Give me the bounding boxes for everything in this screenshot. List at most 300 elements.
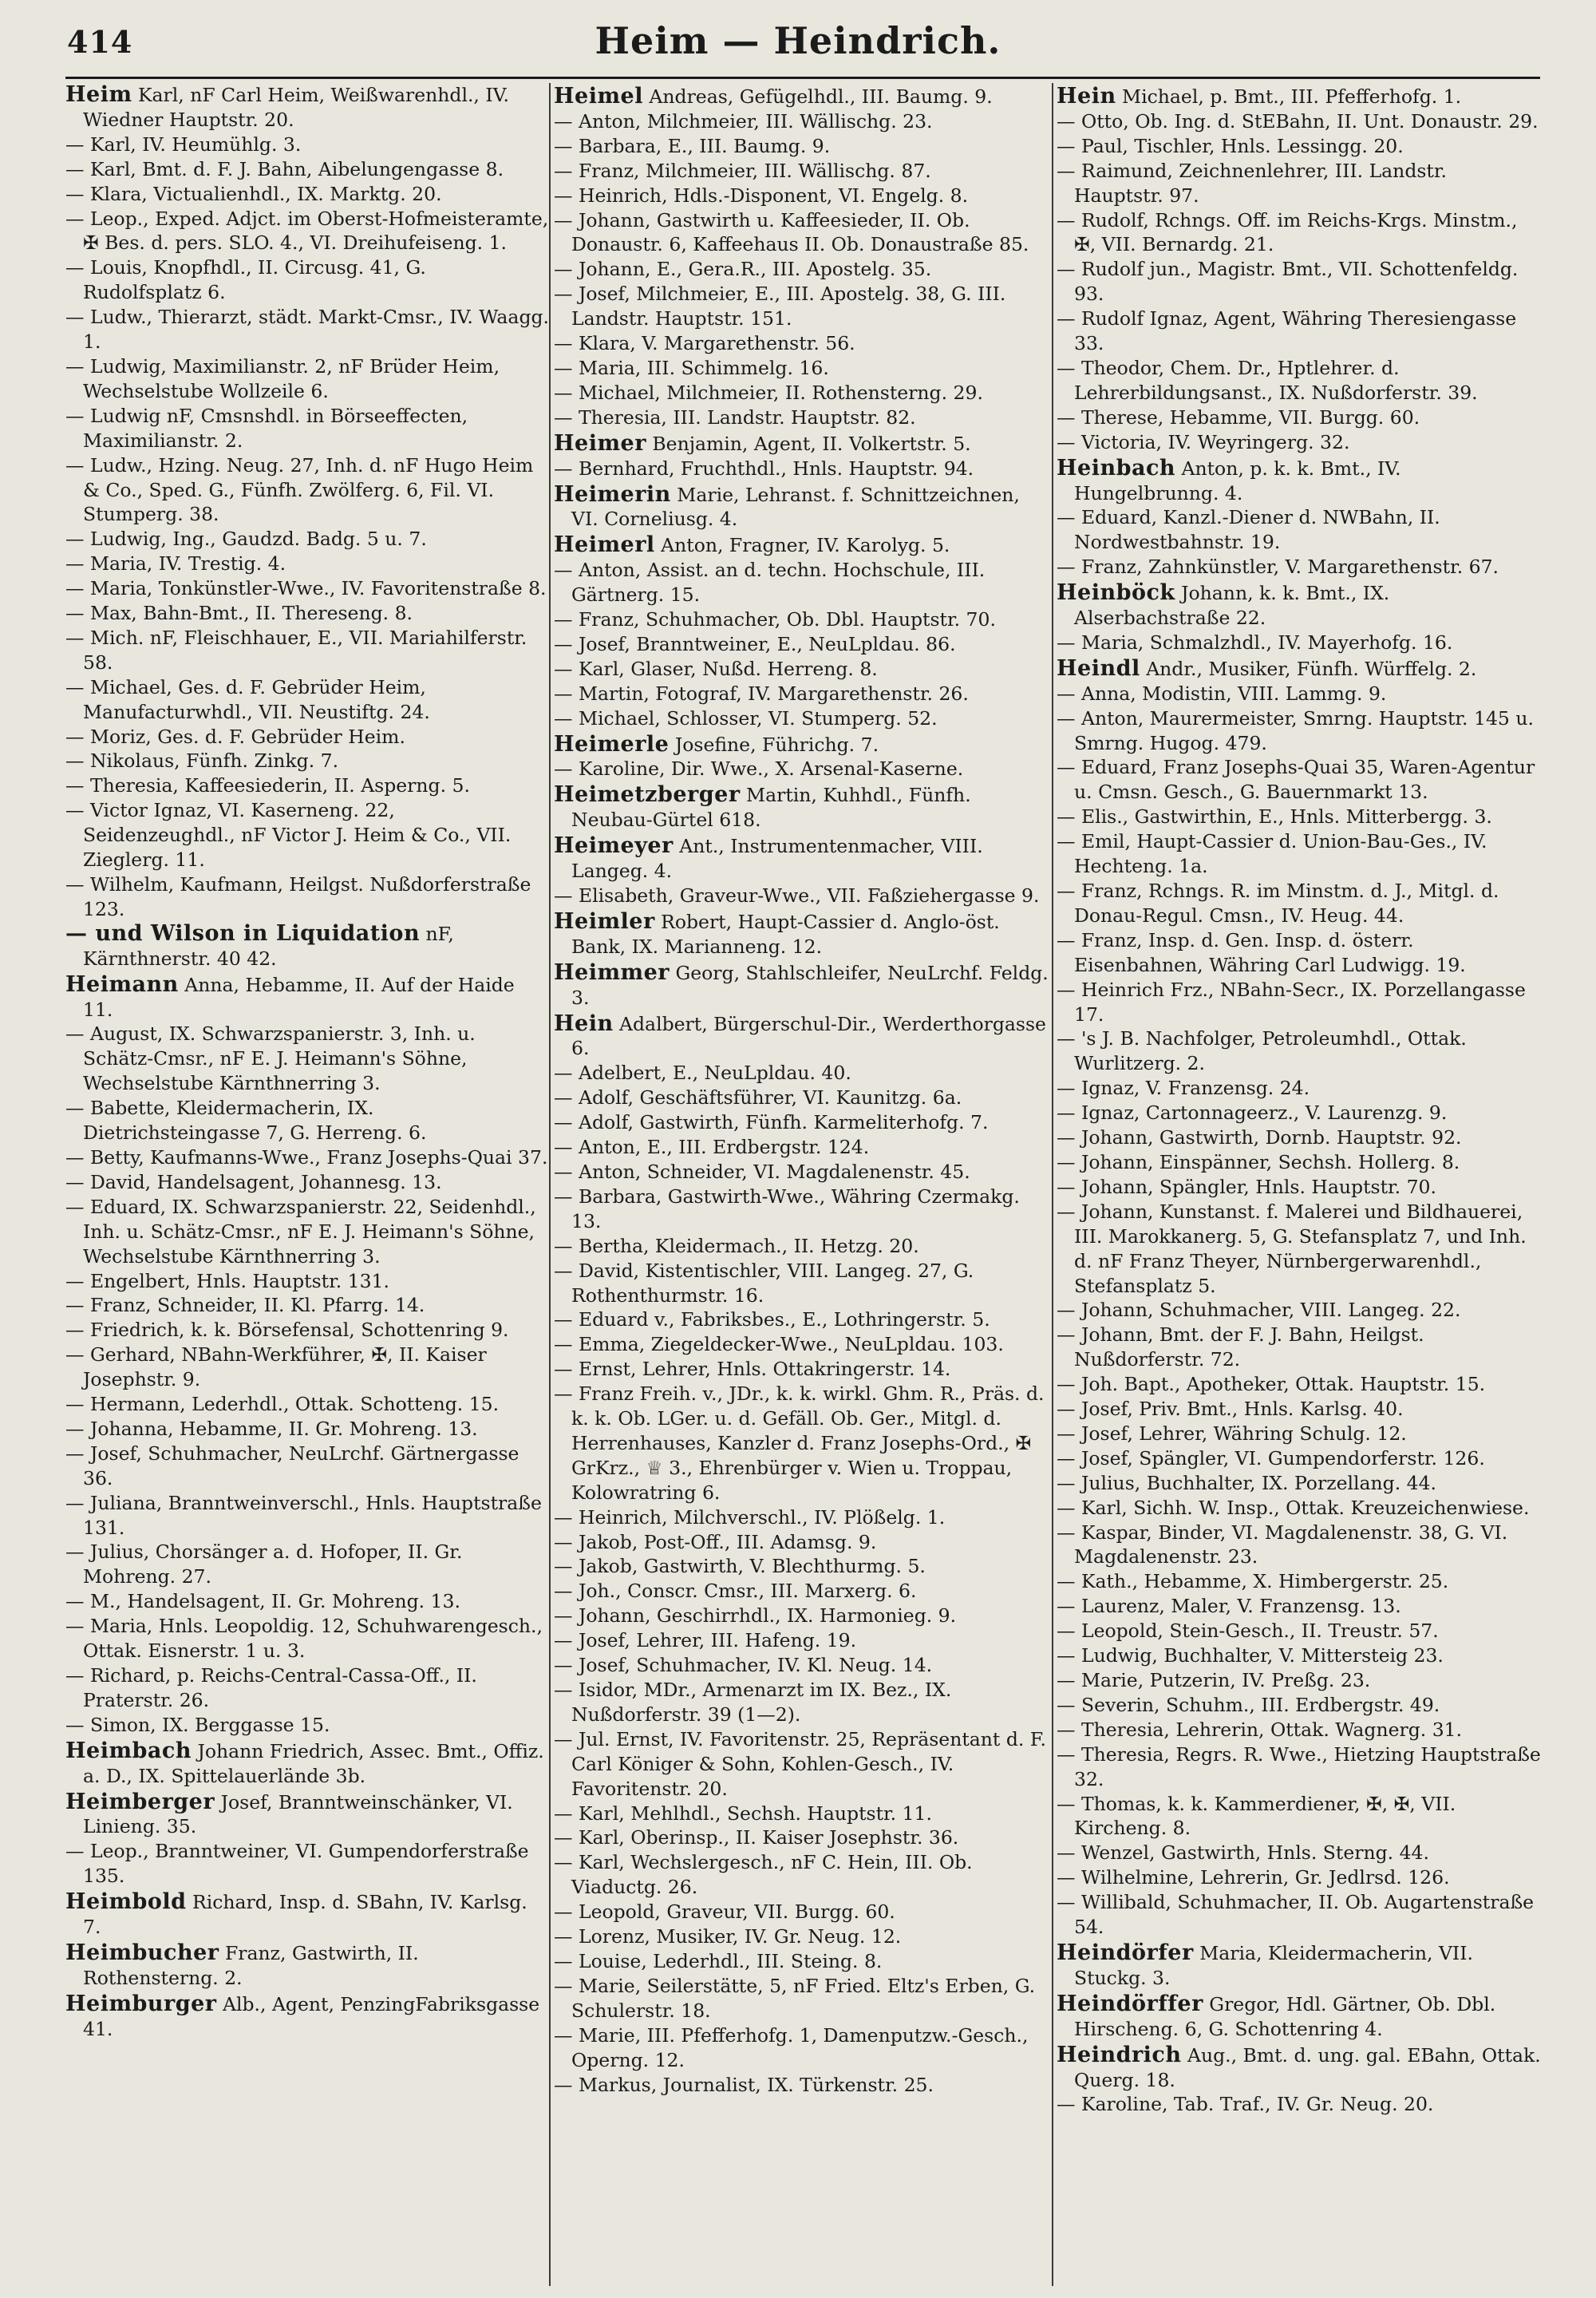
directory-entry [1057, 682, 1542, 706]
directory-entry [65, 1713, 549, 1738]
entry-text: — Michael, Milchmeier, II. Rothensterng. 29. [554, 381, 983, 404]
surname-heading: Heimmer [554, 959, 670, 985]
entry-text: — Johann, Bmt. der F. J. Bahn, Heilgst. Nußdorferstr. 72. [1057, 1323, 1424, 1371]
directory-entry [1057, 1397, 1542, 1422]
entry-text: — Klara, Victualienhdl., IX. Marktg. 20. [65, 182, 442, 205]
directory-entry [1057, 257, 1542, 307]
directory-entry [554, 706, 1052, 731]
entry-text: — Elisabeth, Graveur-Wwe., VII. Faßziehergasse 9. [554, 884, 1040, 907]
directory-entry [1057, 1521, 1542, 1570]
entry-text: — Anton, Maurermeister, Smrng. Hauptstr. 145 u. Smrng. Hugog. 479. [1057, 706, 1534, 754]
surname-heading: Heimerl [554, 532, 655, 558]
entry-text: — Marie, III. Pfefferhofg. 1, Damenputzw.-Gesch., Operng. 12. [554, 2023, 1029, 2071]
entry-text: — Elis., Gastwirthin, E., Hnls. Mitterbergg. 3. [1057, 805, 1492, 829]
directory-entry [65, 255, 549, 305]
directory-entry [65, 1614, 549, 1663]
entry-text: — Theresia, Regrs. R. Wwe., Hietzing Hauptstraße 32. [1057, 1742, 1541, 1790]
entry-text: — Betty, Kaufmanns-Wwe., Franz Josephs-Quai 37. [65, 1145, 548, 1169]
entry-text: — Lorenz, Musiker, IV. Gr. Neug. 12. [554, 1925, 902, 1948]
directory-entry [554, 1332, 1052, 1357]
entry-text: Michael, p. Bmt., III. Pfefferhofg. 1. [1116, 85, 1462, 108]
entry-text: — Jakob, Post-Off., III. Adamsg. 9. [554, 1530, 877, 1553]
entry-text: — Josef, Lehrer, III. Hafeng. 19. [554, 1629, 857, 1652]
entry-text: — Babette, Kleidermacherin, IX. Dietrichsteingasse 7, G. Herreng. 6. [65, 1097, 427, 1145]
directory-entry [554, 632, 1052, 657]
entry-text: — Leop., Exped. Adjct. im Oberst-Hofmeisteramte, ✠ Bes. d. pers. SLO. 4., VI. Dreihufeiseng. 1. [65, 207, 549, 255]
directory-entry [554, 1604, 1052, 1628]
entry-text: — Engelbert, Hnls. Hauptstr. 131. [65, 1269, 389, 1292]
directory-entry [65, 749, 549, 773]
directory-entry [65, 576, 549, 601]
directory-entry [554, 1974, 1052, 2023]
directory-entry [554, 331, 1052, 356]
directory-entry [1057, 1792, 1542, 1841]
entry-text: — Josef, Lehrer, Währing Schulg. 12. [1057, 1422, 1407, 1445]
entry-text: — Heinrich, Milchverschl., IV. Plößelg. 1. [554, 1505, 946, 1529]
surname-heading: Heimel [554, 84, 643, 109]
directory-entry [554, 1949, 1052, 1974]
directory-entry [65, 1096, 549, 1145]
directory-entry [1057, 405, 1542, 430]
entry-text: Johann Friedrich, Assec. Bmt., Offiz. a. D., IX. Spittelauerlände 3b. [83, 1739, 544, 1787]
entry-text: — Theresia, III. Landstr. Hauptstr. 82. [554, 405, 916, 429]
entry-text: — Willibald, Schuhmacher, II. Ob. Augartenstraße 54. [1057, 1891, 1535, 1939]
entry-text: — Leopold, Stein-Gesch., II. Treustr. 57. [1057, 1620, 1439, 1643]
surname-heading: Heinböck [1057, 580, 1175, 606]
entry-text: — Richard, p. Reichs-Central-Cassa-Off., II. Praterstr. 26. [65, 1664, 477, 1711]
surname-heading: Heimbold [65, 1889, 187, 1915]
entry-text: — Johann, Gastwirth u. Kaffeesieder, II. Ob. Donaustr. 6, Kaffeehaus II. Ob. Donaustraße 85. [554, 208, 1029, 256]
directory-entry [65, 207, 549, 256]
surname-heading: Heimler [554, 908, 655, 934]
surname-heading: Heimerle [554, 731, 670, 757]
directory-column-1 [65, 83, 549, 2298]
surname-entry [65, 973, 549, 1022]
entry-text: — Wilhelm, Kaufmann, Heilgst. Nußdorferstraße 123. [65, 873, 531, 920]
directory-entry [1057, 109, 1542, 134]
entry-text: — Josef, Branntweiner, E., NeuLpldau. 86. [554, 632, 956, 655]
entry-text: — Rudolf, Rchngs. Off. im Reichs-Krgs. Minstm., ✠, VII. Bernardg. 21. [1057, 208, 1518, 256]
surname-entry [65, 1790, 549, 1840]
directory-entry [1057, 1841, 1542, 1865]
entry-text: — Josef, Spängler, VI. Gumpendorferstr. 126. [1057, 1446, 1485, 1469]
directory-entry [1057, 631, 1542, 655]
directory-entry [1057, 755, 1542, 805]
surname-entry [1057, 1992, 1542, 2042]
surname-heading: Heindl [1057, 655, 1140, 681]
entry-text: — Gerhard, NBahn-Werkführer, ✠, II. Kaiser Josephstr. 9. [65, 1343, 487, 1391]
entry-text: — Friedrich, k. k. Börsefensal, Schottenring 9. [65, 1319, 509, 1342]
directory-entry [1057, 134, 1542, 159]
entry-text: — Josef, Schuhmacher, IV. Kl. Neug. 14. [554, 1654, 933, 1677]
entry-text: — Anton, Milchmeier, III. Wällischg. 23. [554, 109, 933, 133]
entry-text: Karl, nF Carl Heim, Weißwarenhdl., IV. Wiedner Hauptstr. 20. [83, 84, 509, 131]
entry-text: — Moriz, Ges. d. F. Gebrüder Heim. [65, 725, 405, 748]
directory-entry [1057, 307, 1542, 356]
entry-text: — Karl, Mehlhdl., Sechsh. Hauptstr. 11. [554, 1802, 932, 1825]
entry-text: — Victor Ignaz, VI. Kaserneng. 22, Seidenzeughdl., nF Victor J. Heim & Co., VII. Zieglerg. 11. [65, 799, 512, 872]
directory-entry [65, 527, 549, 552]
entry-text: Richard, Insp. d. SBahn, IV. Karlsg. 7. [83, 1891, 527, 1939]
directory-entry [554, 1924, 1052, 1949]
directory-entry [554, 682, 1052, 706]
entry-text: — Otto, Ob. Ing. d. StEBahn, II. Unt. Donaustr. 29. [1057, 109, 1539, 133]
entry-text: — Maria, Schmalzhdl., IV. Mayerhofg. 16. [1057, 631, 1453, 654]
directory-entry [1057, 2092, 1542, 2117]
entry-text: — Josef, Milchmeier, E., III. Apostelg. 38, G. III. Landstr. Hauptstr. 151. [554, 283, 1006, 330]
directory-entry [65, 453, 549, 528]
entry-text: — Eduard, IX. Schwarzspanierstr. 22, Seidenhdl., Inh. u. Schätz-Cmsr., nF E. J. Heimann's Söhne, Wechselstube Kärnthnerring 3. [65, 1195, 536, 1268]
entry-text: — Max, Bahn-Bmt., II. Thereseng. 8. [65, 602, 413, 625]
surname-entry [65, 1992, 549, 2042]
directory-entry [554, 1185, 1052, 1234]
directory-entry [554, 134, 1052, 159]
entry-text: — Leop., Branntweiner, VI. Gumpendorferstraße 135. [65, 1840, 529, 1888]
directory-entry [65, 1417, 549, 1442]
directory-entry [554, 657, 1052, 682]
directory-entry [1057, 879, 1542, 928]
directory-entry [554, 1307, 1052, 1332]
surname-entry [554, 834, 1052, 884]
entry-text: — Jakob, Gastwirth, V. Blechthurmg. 5. [554, 1555, 926, 1578]
directory-entry [65, 354, 549, 404]
directory-entry [1057, 1693, 1542, 1718]
directory-entry [1057, 1422, 1542, 1446]
surname-heading: Heimeyer [554, 833, 674, 859]
surname-entry [554, 85, 1052, 109]
surname-heading: Heimberger [65, 1789, 215, 1814]
directory-entry [65, 922, 549, 971]
entry-text: — Karl, Sichh. W. Insp., Ottak. Kreuzeichenwiese. [1057, 1496, 1530, 1519]
surname-entry [554, 533, 1052, 558]
directory-entry [1057, 356, 1542, 405]
entry-text: — Michael, Ges. d. F. Gebrüder Heim, Manufacturwhdl., VII. Neustiftg. 24. [65, 675, 430, 723]
directory-entry [1057, 1668, 1542, 1693]
directory-entry [1057, 1200, 1542, 1299]
directory-entry [65, 773, 549, 798]
entry-text: Josef, Branntweinschänker, VI. Linieng. 35. [83, 1790, 513, 1838]
surname-heading: Heimetzberger [554, 782, 741, 808]
entry-text: Ant., Instrumentenmacher, VIII. Langeg. 4. [571, 835, 983, 883]
entry-text: — Johann, E., Gera.R., III. Apostelg. 35. [554, 258, 932, 281]
entry-text: — Anton, E., III. Erdbergstr. 124. [554, 1136, 870, 1159]
entry-text: — Johanna, Hebamme, II. Gr. Mohreng. 13. [65, 1417, 478, 1440]
entry-text: — Ernst, Lehrer, Hnls. Ottakringerstr. 14. [554, 1358, 951, 1381]
entry-text: — 's J. B. Nachfolger, Petroleumhdl., Ottak. Wurlitzerg. 2. [1057, 1027, 1467, 1075]
directory-entry [554, 1160, 1052, 1185]
surname-entry [65, 1739, 549, 1789]
entry-text: Aug., Bmt. d. ung. gal. EBahn, Ottak. Querg. 18. [1074, 2043, 1541, 2091]
surname-entry [554, 432, 1052, 457]
directory-entry [554, 184, 1052, 208]
entry-text: — Kath., Hebamme, X. Himbergerstr. 25. [1057, 1570, 1449, 1593]
directory-entry [554, 1086, 1052, 1110]
directory-entry [554, 257, 1052, 282]
directory-entry [554, 1135, 1052, 1160]
entry-text: — David, Kistentischler, VIII. Langeg. 27, G. Rothenthurmstr. 16. [554, 1259, 974, 1307]
surname-entry [554, 961, 1052, 1011]
surname-heading: Heimburger [65, 1991, 217, 2016]
entry-text: — Karoline, Tab. Traf., IV. Gr. Neug. 20. [1057, 2093, 1434, 2116]
entry-text: — Laurenz, Maler, V. Franzensg. 13. [1057, 1595, 1401, 1618]
entry-text: — Marie, Putzerin, IV. Preßg. 23. [1057, 1669, 1371, 1691]
directory-entry [65, 157, 549, 182]
directory-entry [554, 757, 1052, 781]
directory-entry [554, 884, 1052, 908]
directory-entry [1057, 1150, 1542, 1175]
directory-entry [1057, 1323, 1542, 1372]
directory-entry [1057, 1026, 1542, 1076]
entry-text: — Franz, Rchngs. R. im Minstm. d. J., Mitgl. d. Donau-Regul. Cmsn., IV. Heug. 44. [1057, 880, 1499, 927]
directory-entry [65, 83, 549, 133]
entry-text: — M., Handelsagent, II. Gr. Mohreng. 13. [65, 1590, 460, 1613]
entry-text: — Karl, IV. Heumühlg. 3. [65, 133, 302, 156]
directory-entry [1057, 1890, 1542, 1940]
entry-text: — Louis, Knopfhdl., II. Circusg. 41, G. Rudolfsplatz 6. [65, 256, 426, 304]
entry-text: Maria, Kleidermacherin, VII. Stuckg. 3. [1074, 1941, 1473, 1989]
directory-entry [554, 1628, 1052, 1653]
surname-entry [554, 783, 1052, 833]
directory-entry [65, 1269, 549, 1294]
directory-entry [1057, 1569, 1542, 1594]
entry-text: — Eduard, Kanzl.-Diener d. NWBahn, II. Nordwestbahnstr. 19. [1057, 506, 1440, 554]
directory-entry [1057, 1594, 1542, 1619]
entry-text: — Ignaz, V. Franzensg. 24. [1057, 1077, 1310, 1100]
directory-entry [1057, 928, 1542, 978]
directory-entry [65, 1839, 549, 1889]
surname-heading: Hein [1057, 84, 1116, 109]
entry-text: — Theodor, Chem. Dr., Hptlehrer. d. Lehrerbildungsanst., IX. Nußdorferstr. 39. [1057, 356, 1478, 404]
directory-entry [554, 558, 1052, 607]
surname-heading: Heindrich [1057, 2042, 1182, 2067]
entry-text: — August, IX. Schwarzspanierstr. 3, Inh. u. Schätz-Cmsr., nF E. J. Heimann's Söhne, Wechselstube Kärnthnerring 3. [65, 1022, 476, 1095]
entry-text: — Klara, V. Margarethenstr. 56. [554, 332, 855, 355]
directory-entry [1057, 978, 1542, 1027]
directory-entry [1057, 1643, 1542, 1668]
surname-entry [554, 483, 1052, 532]
entry-text: Andreas, Gefügelhdl., III. Baumg. 9. [642, 85, 993, 108]
directory-entry [65, 1022, 549, 1096]
entry-text: — Rudolf Ignaz, Agent, Währing Theresiengasse 33. [1057, 307, 1517, 355]
directory-entry [554, 282, 1052, 331]
surname-heading: Heindörfer [1057, 1940, 1194, 1965]
entry-text: nF, Kärnthnerstr. 40 42. [83, 922, 454, 970]
surname-heading: Heindörffer [1057, 1991, 1203, 2016]
entry-text: — Karoline, Dir. Wwe., X. Arsenal-Kaserne. [554, 757, 964, 781]
entry-text: — Franz, Milchmeier, III. Wällischg. 87. [554, 159, 931, 182]
directory-entry [1057, 1718, 1542, 1742]
directory-entry [554, 1850, 1052, 1900]
surname-entry [1057, 457, 1542, 506]
directory-entry [1057, 1865, 1542, 1890]
entry-text: — Johann, Gastwirth, Dornb. Hauptstr. 92. [1057, 1126, 1462, 1149]
entry-text: Anton, Fragner, IV. Karolyg. 5. [654, 534, 950, 557]
entry-text: — Ludw., Thierarzt, städt. Markt-Cmsr., IV. Waagg. 1. [65, 306, 549, 354]
directory-entry [65, 1195, 549, 1269]
directory-entry [1057, 1175, 1542, 1200]
directory-entry [65, 1442, 549, 1491]
directory-entry [1057, 1101, 1542, 1125]
directory-entry [554, 2023, 1052, 2073]
column-divider [1052, 83, 1053, 2286]
directory-entry [65, 1170, 549, 1195]
entry-text: — Thomas, k. k. Kammerdiener, ✠, ✠, VII. Kircheng. 8. [1057, 1792, 1456, 1840]
entry-text: — Ignaz, Cartonnageerz., V. Laurenzg. 9. [1057, 1102, 1448, 1125]
entry-text: — Bertha, Kleidermach., II. Hetzg. 20. [554, 1234, 919, 1257]
directory-entry [554, 1825, 1052, 1850]
entry-text: — Paul, Tischler, Hnls. Lessingg. 20. [1057, 134, 1404, 157]
page-number: 414 [67, 24, 133, 60]
entry-text: — David, Handelsagent, Johannesg. 13. [65, 1170, 442, 1193]
entry-text: Gregor, Hdl. Gärtner, Ob. Dbl. Hirscheng. 6, G. Schottenring 4. [1074, 1992, 1496, 2040]
entry-text: — Maria, III. Schimmelg. 16. [554, 356, 829, 379]
entry-text: — Adolf, Geschäftsführer, VI. Kaunitzg. 6a. [554, 1086, 962, 1109]
entry-text: — Leopold, Graveur, VII. Burgg. 60. [554, 1900, 895, 1924]
directory-entry [554, 1678, 1052, 1727]
entry-text: — Eduard v., Fabriksbes., E., Lothringerstr. 5. [554, 1308, 990, 1331]
directory-column-3 [1057, 83, 1542, 2298]
directory-entry [65, 872, 549, 922]
directory-entry [65, 1318, 549, 1343]
entry-text: — Louise, Lederhdl., III. Steing. 8. [554, 1949, 883, 1972]
surname-heading: Heinbach [1057, 455, 1176, 481]
directory-entry [1057, 805, 1542, 829]
entry-text: Marie, Lehranst. f. Schnittzeichnen, VI. Corneliusg. 4. [571, 483, 1020, 531]
surname-entry [554, 733, 1052, 757]
directory-column-2 [554, 83, 1052, 2298]
directory-entry [1057, 208, 1542, 258]
entry-text: — Markus, Journalist, IX. Türkenstr. 25. [554, 2073, 934, 2096]
entry-text: — Karl, Oberinsp., II. Kaiser Josephstr. 36. [554, 1826, 959, 1849]
entry-text: — Kaspar, Binder, VI. Magdalenenstr. 38, G. VI. Magdalenenstr. 23. [1057, 1521, 1508, 1568]
entry-text: Johann, k. k. Bmt., IX. Alserbachstraße 22. [1074, 582, 1390, 630]
directory-entry [554, 405, 1052, 430]
entry-text: — Marie, Seilerstätte, 5, nF Fried. Eltz's Erben, G. Schulerstr. 18. [554, 1974, 1036, 2022]
surname-entry [1057, 85, 1542, 109]
entry-text: — Ludwig nF, Cmsnshdl. in Börseeffecten, Maximilianstr. 2. [65, 404, 468, 452]
directory-entry [554, 1357, 1052, 1382]
directory-entry [65, 182, 549, 207]
directory-entry [1057, 829, 1542, 879]
surname-entry [65, 1941, 549, 1991]
directory-entry [554, 159, 1052, 184]
directory-entry [1057, 1619, 1542, 1643]
directory-entry [65, 675, 549, 725]
directory-entry [65, 1392, 549, 1417]
directory-entry [554, 1727, 1052, 1802]
entry-text: — Joh., Conscr. Cmsr., III. Marxerg. 6. [554, 1580, 917, 1603]
directory-entry [554, 1653, 1052, 1678]
entry-text: — Julius, Buchhalter, IX. Porzellang. 44. [1057, 1471, 1437, 1494]
surname-heading: Heim [65, 83, 132, 107]
directory-entry [1057, 1446, 1542, 1471]
entry-text: — Ludwig, Maximilianstr. 2, nF Brüder Heim, Wechselstube Wollzeile 6. [65, 354, 500, 402]
entry-text: — Theresia, Lehrerin, Ottak. Wagnerg. 31. [1057, 1718, 1463, 1741]
entry-text: — Juliana, Branntweinverschl., Hnls. Hauptstraße 131. [65, 1491, 542, 1539]
directory-entry [554, 1579, 1052, 1604]
surname-heading: Heimbucher [65, 1940, 219, 1965]
entry-text: Martin, Kuhhdl., Fünfh. Neubau-Gürtel 618. [571, 784, 971, 832]
directory-entry [554, 457, 1052, 481]
directory-entry [65, 1663, 549, 1713]
entry-text: Franz, Gastwirth, II. Rothensterng. 2. [83, 1941, 419, 1989]
entry-text: — Rudolf jun., Magistr. Bmt., VII. Schottenfeldg. 93. [1057, 258, 1519, 306]
entry-text: — Isidor, MDr., Armenarzt im IX. Bez., IX. Nußdorferstr. 39 (1—2). [554, 1679, 952, 1726]
column-divider [549, 83, 551, 2286]
directory-entry [65, 798, 549, 872]
directory-entry [1057, 1125, 1542, 1150]
entry-text: — Simon, IX. Berggasse 15. [65, 1713, 330, 1736]
directory-entry [554, 607, 1052, 632]
directory-entry [554, 356, 1052, 381]
entry-text: — Heinrich Frz., NBahn-Secr., IX. Porzellangasse 17. [1057, 978, 1526, 1026]
entry-text: — Johann, Kunstanst. f. Malerei und Bildhauerei, III. Marokkanerg. 5, G. Stefansplatz 7, und Inh. d. nF Franz Theyer, Nürnbergerwarenhdl., Stefansplatz 5. [1057, 1200, 1527, 1297]
entry-text: — Emma, Ziegeldecker-Wwe., NeuLpldau. 103. [554, 1333, 1004, 1356]
entry-text: — Johann, Schuhmacher, VIII. Langeg. 22. [1057, 1299, 1461, 1322]
entry-text: — Bernhard, Fruchthdl., Hnls. Hauptstr. 94. [554, 457, 974, 480]
entry-text: — Anton, Assist. an d. techn. Hochschule, III. Gärtnerg. 15. [554, 559, 986, 607]
directory-entry [1057, 1496, 1542, 1521]
entry-text: — Johann, Spängler, Hnls. Hauptstr. 70. [1057, 1175, 1436, 1198]
directory-entry [1057, 1076, 1542, 1101]
entry-text: — Ludwig, Buchhalter, V. Mittersteig 23. [1057, 1644, 1444, 1667]
entry-text: Alb., Agent, PenzingFabriksgasse 41. [83, 1992, 540, 2040]
entry-text: — Johann, Geschirrhdl., IX. Harmonieg. 9. [554, 1604, 957, 1628]
entry-text: — Therese, Hebamme, VII. Burgg. 60. [1057, 405, 1420, 429]
directory-entry [65, 404, 549, 453]
entry-text: Josefine, Führichg. 7. [669, 733, 879, 756]
surname-heading: Heimer [554, 430, 646, 456]
surname-heading: Heimbach [65, 1738, 192, 1763]
directory-entry [554, 2073, 1052, 2098]
entry-text: Adalbert, Bürgerschul-Dir., Werderthorgasse 6. [571, 1012, 1046, 1060]
entry-text: — Anna, Modistin, VIII. Lammg. 9. [1057, 682, 1387, 705]
directory-entry [554, 1061, 1052, 1086]
entry-text: — Maria, Tonkünstler-Wwe., IV. Favoritenstraße 8. [65, 577, 547, 600]
entry-text: — Karl, Bmt. d. F. J. Bahn, Aibelungengasse 8. [65, 157, 504, 180]
directory-entry [65, 626, 549, 675]
directory-entry [554, 1554, 1052, 1579]
directory-entry [1057, 1298, 1542, 1323]
directory-entry [65, 1293, 549, 1318]
entry-text: — Franz, Schuhmacher, Ob. Dbl. Hauptstr. 70. [554, 608, 996, 631]
entry-text: — Julius, Chorsänger a. d. Hofoper, II. Gr. Mohreng. 27. [65, 1541, 463, 1588]
directory-entry [1057, 430, 1542, 455]
entry-text: — Anton, Schneider, VI. Magdalenenstr. 45. [554, 1160, 970, 1183]
entry-text: — Franz Freih. v., JDr., k. k. wirkl. Ghm. R., Präs. d. k. k. Ob. LGer. u. d. Gefäll. Ob. Ger., Mitgl. d. Herrenhauses, Kanzler d. Franz Josephs-Ord., ✠ GrKrz., ♕ 3., Ehrenbürger v. Wien u. Troppau, Kolowratring 6. [554, 1382, 1045, 1504]
directory-entry [554, 1110, 1052, 1135]
entry-text: — Barbara, Gastwirth-Wwe., Währing Czermakg. 13. [554, 1185, 1020, 1232]
directory-entry [65, 725, 549, 750]
directory-entry [1057, 1471, 1542, 1496]
directory-entry [1057, 1742, 1542, 1792]
entry-text: — Ludw., Hzing. Neug. 27, Inh. d. nF Hugo Heim & Co., Sped. G., Fünfh. Zwölferg. 6, Fil. VI. Stumperg. 38. [65, 453, 534, 526]
directory-entry [1057, 555, 1542, 579]
entry-text: — Raimund, Zeichnenlehrer, III. Landstr. Hauptstr. 97. [1057, 159, 1447, 207]
entry-text: — Theresia, Kaffeesiederin, II. Asperng. 5. [65, 774, 470, 797]
directory-entry [1057, 505, 1542, 555]
entry-text: Benjamin, Agent, II. Volkertstr. 5. [646, 432, 971, 455]
entry-text: — Adelbert, E., NeuLpldau. 40. [554, 1062, 851, 1085]
entry-text: — Karl, Wechslergesch., nF C. Hein, III. Ob. Viaductg. 26. [554, 1851, 973, 1899]
entry-text: — Josef, Schuhmacher, NeuLrchf. Gärtnergasse 36. [65, 1442, 519, 1489]
directory-entry [554, 381, 1052, 405]
entry-text: — Joh. Bapt., Apotheker, Ottak. Hauptstr. 15. [1057, 1373, 1486, 1396]
entry-text: — Maria, IV. Trestig. 4. [65, 552, 286, 575]
entry-text: — Emil, Haupt-Cassier d. Union-Bau-Ges., IV. Hechteng. 1a. [1057, 830, 1487, 878]
surname-heading: Heimann [65, 971, 179, 997]
directory-entry [1057, 1372, 1542, 1397]
